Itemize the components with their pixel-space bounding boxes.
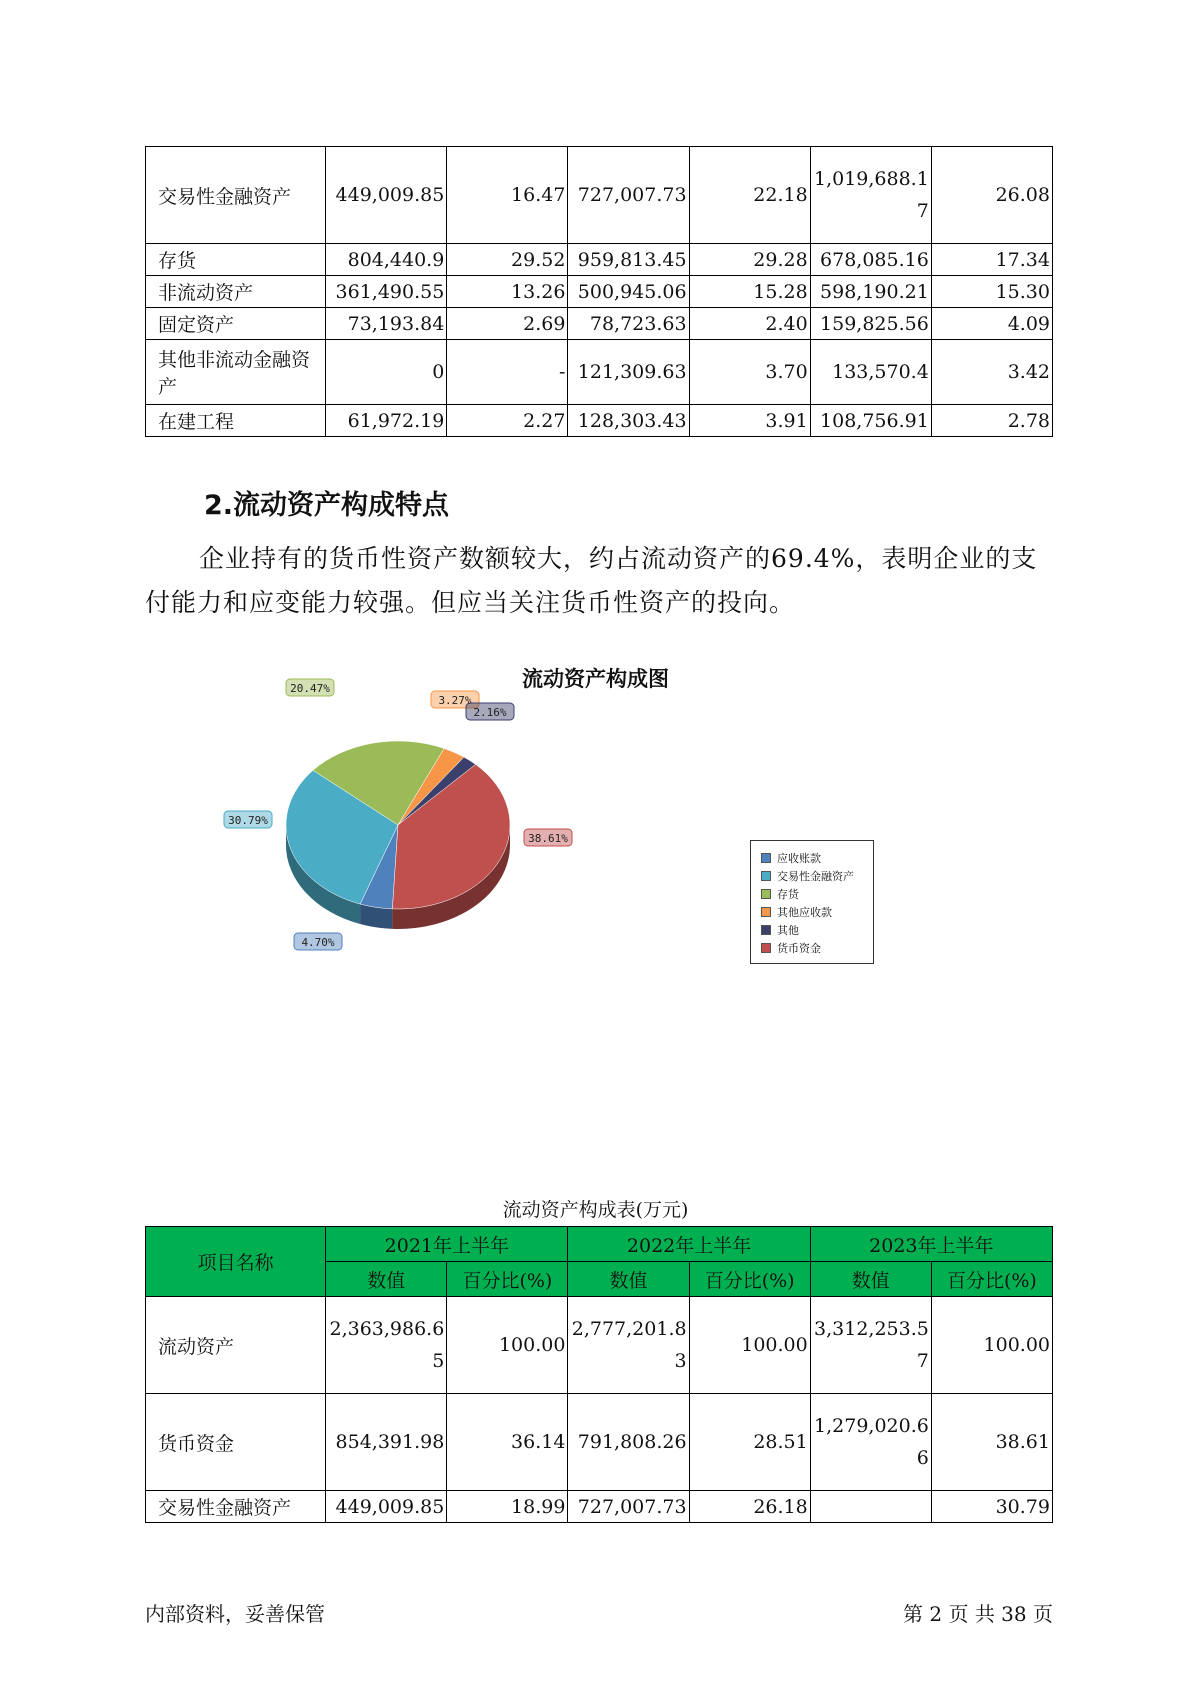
assets-table-continued bbox=[145, 146, 1053, 437]
header-pct: 百分比(%) bbox=[931, 1262, 1052, 1297]
legend-label: 应收账款 bbox=[777, 852, 821, 865]
row-name: 在建工程 bbox=[146, 405, 326, 437]
legend-item bbox=[751, 903, 873, 921]
legend-label: 交易性金融资产 bbox=[777, 870, 854, 883]
cell-pct: 38.61 bbox=[931, 1394, 1052, 1491]
pie-data-label bbox=[466, 703, 514, 720]
chart-title: 流动资产构成图 bbox=[522, 667, 669, 691]
cell-value: 108,756.91 bbox=[810, 405, 931, 437]
header-value: 数值 bbox=[326, 1262, 447, 1297]
cell-value-text: 2,777,201.83 bbox=[571, 1318, 687, 1372]
table-row bbox=[146, 1491, 1053, 1523]
legend-label: 存货 bbox=[777, 888, 799, 901]
cell-value-text: 1,279,020.66 bbox=[814, 1415, 929, 1469]
cell-pct: 15.30 bbox=[931, 276, 1052, 308]
legend-swatch bbox=[761, 925, 771, 935]
pie-chart bbox=[228, 682, 610, 970]
cell-value-text: 1,019,688.17 bbox=[813, 168, 929, 222]
pie-data-label bbox=[524, 829, 572, 846]
cell-pct: 26.18 bbox=[689, 1491, 810, 1523]
cell-value: 449,009.85 bbox=[326, 1491, 447, 1523]
label-text: 3.27% bbox=[438, 694, 472, 707]
cell-pct: 4.09 bbox=[931, 308, 1052, 340]
cell-pct: 2.27 bbox=[447, 405, 568, 437]
cell-value: 0 bbox=[326, 340, 447, 405]
legend-item bbox=[751, 867, 873, 885]
legend-swatch bbox=[761, 871, 771, 881]
cell-value-text: 3,312,253.57 bbox=[814, 1318, 929, 1372]
legend-item bbox=[751, 885, 873, 903]
header-row bbox=[146, 1227, 1053, 1262]
legend-swatch bbox=[761, 889, 771, 899]
legend-label: 其他 bbox=[777, 924, 799, 937]
cell-value: 727,007.73 bbox=[568, 1491, 689, 1523]
header-year: 2022年上半年 bbox=[568, 1227, 810, 1262]
legend-swatch bbox=[761, 853, 771, 863]
table-row bbox=[146, 276, 1053, 308]
cell-pct: 2.69 bbox=[447, 308, 568, 340]
cell-value: 159,825.56 bbox=[810, 308, 931, 340]
cell-pct: 17.34 bbox=[931, 244, 1052, 276]
table-row bbox=[146, 147, 1053, 244]
cell-value: 804,440.9 bbox=[326, 244, 447, 276]
pie-data-label bbox=[294, 933, 342, 950]
cell-value: 361,490.55 bbox=[326, 276, 447, 308]
cell-pct: 26.08 bbox=[931, 147, 1052, 244]
body-paragraph: 企业持有的货币性资产数额较大，约占流动资产的69.4%，表明企业的支付能力和应变能力较强。但应当关注货币性资产的投向。 bbox=[145, 544, 1038, 617]
cell-value bbox=[810, 1297, 931, 1394]
cell-value: 959,813.45 bbox=[568, 244, 689, 276]
cell-value-text: 2,363,986.65 bbox=[329, 1318, 445, 1372]
label-text: 2.16% bbox=[473, 706, 507, 719]
row-name: 货币资金 bbox=[146, 1394, 326, 1491]
cell-pct: 100.00 bbox=[689, 1297, 810, 1394]
cell-pct: 3.42 bbox=[931, 340, 1052, 405]
cell-pct: 2.78 bbox=[931, 405, 1052, 437]
pie-data-label bbox=[286, 679, 334, 696]
row-name: 存货 bbox=[146, 244, 326, 276]
header-value: 数值 bbox=[810, 1262, 931, 1297]
footer-confidential: 内部资料，妥善保管 bbox=[145, 1602, 325, 1626]
cell-pct: 3.91 bbox=[689, 405, 810, 437]
cell-pct: - bbox=[447, 340, 568, 405]
cell-value: 727,007.73 bbox=[568, 147, 689, 244]
row-name: 固定资产 bbox=[146, 308, 326, 340]
cell-pct: 29.28 bbox=[689, 244, 810, 276]
row-name: 交易性金融资产 bbox=[146, 147, 326, 244]
cell-value bbox=[810, 1394, 931, 1491]
legend-label: 货币资金 bbox=[777, 942, 821, 955]
header-value: 数值 bbox=[568, 1262, 689, 1297]
cell-value: 73,193.84 bbox=[326, 308, 447, 340]
table-row bbox=[146, 308, 1053, 340]
cell-pct: 13.26 bbox=[447, 276, 568, 308]
cell-value: 791,808.26 bbox=[568, 1394, 689, 1491]
current-assets-table bbox=[145, 1226, 1053, 1523]
cell-value bbox=[810, 1491, 931, 1523]
cell-value: 121,309.63 bbox=[568, 340, 689, 405]
label-text: 38.61% bbox=[528, 832, 568, 845]
cell-value: 78,723.63 bbox=[568, 308, 689, 340]
header-pct: 百分比(%) bbox=[689, 1262, 810, 1297]
cell-value: 500,945.06 bbox=[568, 276, 689, 308]
footer-page-number: 第 2 页 共 38 页 bbox=[903, 1602, 1053, 1626]
cell-value: 598,190.21 bbox=[810, 276, 931, 308]
cell-value: 61,972.19 bbox=[326, 405, 447, 437]
label-text: 30.79% bbox=[228, 814, 268, 827]
cell-pct: 100.00 bbox=[931, 1297, 1052, 1394]
cell-value bbox=[810, 147, 931, 244]
cell-pct: 18.99 bbox=[447, 1491, 568, 1523]
row-name: 流动资产 bbox=[146, 1297, 326, 1394]
chart-legend bbox=[750, 840, 874, 964]
table-row bbox=[146, 340, 1053, 405]
header-year: 2021年上半年 bbox=[326, 1227, 568, 1262]
cell-pct: 28.51 bbox=[689, 1394, 810, 1491]
cell-value: 128,303.43 bbox=[568, 405, 689, 437]
cell-value bbox=[326, 1297, 447, 1394]
cell-pct: 2.40 bbox=[689, 308, 810, 340]
row-name: 其他非流动金融资产 bbox=[146, 340, 326, 405]
cell-pct: 3.70 bbox=[689, 340, 810, 405]
cell-pct: 22.18 bbox=[689, 147, 810, 244]
table-row bbox=[146, 405, 1053, 437]
table-row bbox=[146, 1297, 1053, 1394]
cell-pct: 36.14 bbox=[447, 1394, 568, 1491]
label-text: 20.47% bbox=[290, 682, 330, 695]
header-pct: 百分比(%) bbox=[447, 1262, 568, 1297]
legend-item bbox=[751, 921, 873, 939]
cell-value bbox=[568, 1297, 689, 1394]
row-name: 交易性金融资产 bbox=[146, 1491, 326, 1523]
legend-swatch bbox=[761, 907, 771, 917]
pie-data-label bbox=[224, 811, 272, 828]
cell-value: 133,570.4 bbox=[810, 340, 931, 405]
label-text: 4.70% bbox=[301, 936, 335, 949]
cell-pct: 100.00 bbox=[447, 1297, 568, 1394]
section-heading: 2.流动资产构成特点 bbox=[204, 490, 450, 521]
cell-pct: 30.79 bbox=[931, 1491, 1052, 1523]
cell-value: 678,085.16 bbox=[810, 244, 931, 276]
row-name: 非流动资产 bbox=[146, 276, 326, 308]
legend-swatch bbox=[761, 943, 771, 953]
legend-label: 其他应收款 bbox=[777, 906, 832, 919]
cell-value: 449,009.85 bbox=[326, 147, 447, 244]
cell-pct: 16.47 bbox=[447, 147, 568, 244]
table-caption: 流动资产构成表(万元) bbox=[502, 1199, 689, 1221]
header-year: 2023年上半年 bbox=[810, 1227, 1052, 1262]
header-item-name: 项目名称 bbox=[146, 1227, 326, 1297]
cell-pct: 15.28 bbox=[689, 276, 810, 308]
cell-pct: 29.52 bbox=[447, 244, 568, 276]
legend-item bbox=[751, 849, 873, 867]
legend-item bbox=[751, 939, 873, 957]
cell-value: 854,391.98 bbox=[326, 1394, 447, 1491]
table-row bbox=[146, 244, 1053, 276]
table-row bbox=[146, 1394, 1053, 1491]
